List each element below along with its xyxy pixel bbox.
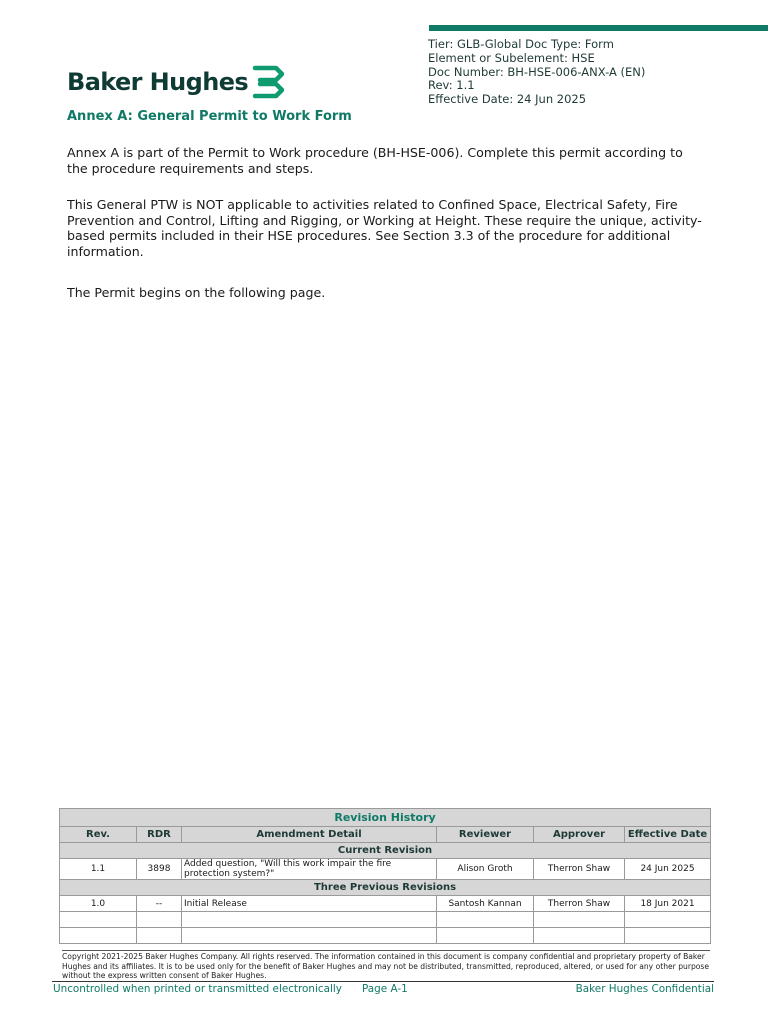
baker-hughes-chevron-icon bbox=[252, 65, 284, 99]
previous-revisions-label: Three Previous Revisions bbox=[60, 880, 711, 896]
table-header-row bbox=[60, 827, 711, 843]
permit-begins-paragraph: The Permit begins on the following page. bbox=[67, 285, 326, 300]
footer-divider bbox=[52, 981, 714, 982]
reviewer-cell: Santosh Kannan bbox=[437, 896, 534, 912]
table-row bbox=[60, 859, 711, 880]
column-header: Amendment Detail bbox=[182, 827, 437, 843]
empty-table-row bbox=[60, 912, 711, 928]
current-revision-row bbox=[60, 843, 711, 859]
company-logo bbox=[67, 64, 284, 100]
element-line: Element or Subelement: HSE bbox=[428, 50, 595, 65]
effective-date-cell: 18 Jun 2021 bbox=[625, 896, 711, 912]
amendment-detail-cell: Initial Release bbox=[182, 896, 437, 912]
previous-revisions-row bbox=[60, 880, 711, 896]
column-header: RDR bbox=[137, 827, 182, 843]
reviewer-cell: Alison Groth bbox=[437, 859, 534, 880]
column-header: Rev. bbox=[60, 827, 137, 843]
current-revision-label: Current Revision bbox=[60, 843, 711, 859]
table-row bbox=[60, 896, 711, 912]
effective-date-cell: 24 Jun 2025 bbox=[625, 859, 711, 880]
doc-number-line: Doc Number: BH-HSE-006-ANX-A (EN) bbox=[428, 64, 646, 79]
empty-table-row bbox=[60, 928, 711, 944]
footer-confidential: Baker Hughes Confidential bbox=[575, 983, 714, 995]
rdr-cell: -- bbox=[137, 896, 182, 912]
page-number: Page A-1 bbox=[362, 983, 408, 995]
rev-cell: 1.0 bbox=[60, 896, 137, 912]
column-header: Effective Date bbox=[625, 827, 711, 843]
approver-cell: Therron Shaw bbox=[534, 896, 625, 912]
annex-title: Annex A: General Permit to Work Form bbox=[67, 109, 352, 124]
effective-date-line: Effective Date: 24 Jun 2025 bbox=[428, 92, 587, 107]
rev-cell: 1.1 bbox=[60, 859, 137, 880]
logo-text: Baker Hughes bbox=[67, 68, 249, 96]
copyright-notice: Copyright 2021-2025 Baker Hughes Company. All rights reserved. The information contained in this document is company confidential and proprietary property of Baker Hughes and its affiliates. It is to be used only for the benefit of Baker Hughes and may not be distributed, transmitted, reproduced, altered, or used for any other purpose without the express written consent of Baker Hughes. bbox=[62, 952, 710, 981]
column-header: Approver bbox=[534, 827, 625, 843]
approver-cell: Therron Shaw bbox=[534, 859, 625, 880]
revision-history-title: Revision History bbox=[60, 809, 711, 827]
column-header: Reviewer bbox=[437, 827, 534, 843]
rev-line: Rev: 1.1 bbox=[428, 78, 475, 93]
tier-line: Tier: GLB-Global Doc Type: Form bbox=[428, 37, 614, 51]
footer-uncontrolled-notice: Uncontrolled when printed or transmitted electronically bbox=[53, 983, 342, 995]
revision-history-table bbox=[59, 808, 711, 944]
rdr-cell: 3898 bbox=[137, 859, 182, 880]
intro-paragraph: Annex A is part of the Permit to Work procedure (BH-HSE-006). Complete this permit according to the procedure requirements and steps. bbox=[67, 145, 683, 176]
document-metadata bbox=[428, 38, 645, 107]
amendment-detail-cell: Added question, "Will this work impair the fire protection system?" bbox=[182, 859, 437, 880]
header-accent-bar bbox=[429, 25, 768, 31]
applicability-paragraph: This General PTW is NOT applicable to activities related to Confined Space, Electrical Safety, Fire Prevention and Control, Lifting and Rigging, or Working at Height. These require the unique, activity-based permits included in their HSE procedures. See Section 3.3 of the procedure for additional information. bbox=[67, 197, 702, 259]
